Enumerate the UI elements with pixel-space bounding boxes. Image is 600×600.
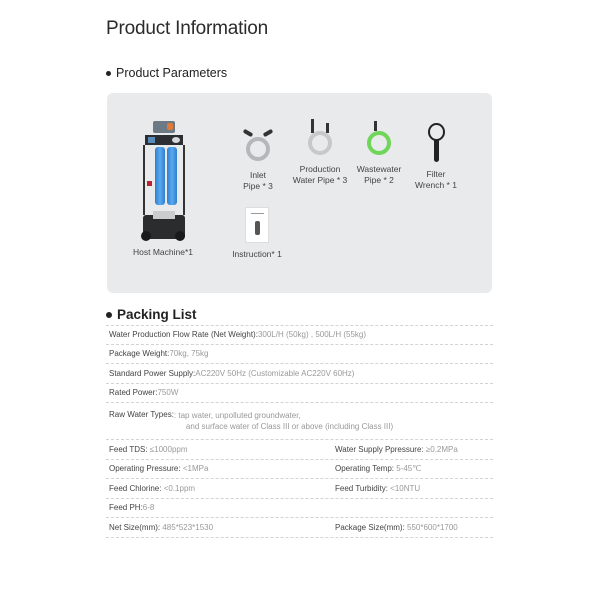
spec-row-sizes xyxy=(106,518,493,538)
spec-value: AC220V 50Hz (Customizable AC220V 60Hz) xyxy=(195,368,355,378)
bullet-icon xyxy=(106,71,111,76)
spec-value: 70kg, 75kg xyxy=(169,349,209,359)
production-water-pipe-image xyxy=(303,119,337,159)
spec-key: Water Supply Ppressure: xyxy=(335,444,424,454)
spec-row-tds-pressure xyxy=(106,440,493,460)
production-water-pipe-item xyxy=(289,119,351,186)
spec-key: Operating Temp: xyxy=(335,464,394,474)
host-machine-label: Host Machine*1 xyxy=(132,247,193,257)
product-parameters-panel xyxy=(107,93,492,293)
wastewater-pipe-label-line1: Wastewater xyxy=(356,164,402,174)
spec-value: 5-45℃ xyxy=(394,464,422,474)
instruction-label: Instruction* 1 xyxy=(232,249,282,259)
spec-row-package-weight xyxy=(106,345,493,365)
spec-row-feed-ph xyxy=(106,499,493,519)
spec-key: Operating Pressure: xyxy=(109,464,181,474)
production-pipe-label-line2: Water Pipe * 3 xyxy=(292,175,348,185)
spec-value: 485*523*1530 xyxy=(160,522,214,532)
spec-value: 750W xyxy=(157,388,179,398)
spec-key: Rated Power: xyxy=(109,388,158,398)
inlet-pipe-image xyxy=(241,125,275,165)
spec-row-pressure-temp xyxy=(106,460,493,480)
bullet-icon xyxy=(106,312,112,318)
spec-value: 6-8 xyxy=(142,503,155,513)
spec-key: Water Production Flow Rate (Net Weight): xyxy=(109,330,258,340)
spec-key: Raw Water Types: xyxy=(109,410,174,419)
host-machine-item xyxy=(127,121,199,258)
product-parameters-title: Product Parameters xyxy=(116,66,228,80)
production-pipe-label-line1: Production xyxy=(299,164,341,174)
inlet-pipe-item xyxy=(231,125,285,192)
spec-row-flow-rate xyxy=(106,325,493,345)
instruction-manual-image xyxy=(245,207,269,243)
wastewater-pipe-image xyxy=(362,119,396,159)
spec-value: 300L/H (50kg) , 500L/H (55kg) xyxy=(257,330,367,340)
spec-value: <10NTU xyxy=(387,483,421,493)
instruction-item xyxy=(227,207,287,260)
spec-key: Feed TDS: xyxy=(109,444,148,454)
product-parameters-heading xyxy=(106,66,227,80)
spec-value: <0.1ppm xyxy=(161,483,196,493)
raw-water-line2: and surface water of Class III or above (including Class III) xyxy=(185,422,394,431)
filter-wrench-item xyxy=(409,121,463,191)
packing-list-heading xyxy=(106,307,197,322)
wastewater-pipe-label-line2: Pipe * 2 xyxy=(364,175,394,185)
spec-value: ≤1000ppm xyxy=(147,444,188,454)
spec-value: <1MPa xyxy=(180,464,209,474)
spec-row-raw-water-types xyxy=(106,403,493,440)
spec-key: Standard Power Supply: xyxy=(109,368,196,378)
page-title: Product Information xyxy=(106,18,269,39)
spec-value: 550*600*1700 xyxy=(404,522,458,532)
spec-key: Feed Chlorine: xyxy=(109,483,162,493)
spec-row-power-supply xyxy=(106,364,493,384)
spec-key: Net Size(mm): xyxy=(109,522,161,532)
host-machine-image xyxy=(139,121,187,241)
packing-list-table xyxy=(106,325,493,538)
filter-wrench-label-line1: Filter xyxy=(426,169,446,179)
inlet-pipe-label-line1: Inlet xyxy=(249,170,267,180)
filter-wrench-label-line2: Wrench * 1 xyxy=(415,180,457,190)
spec-value: ≥0.2MPa xyxy=(423,444,458,454)
wrench-icon xyxy=(419,121,453,165)
spec-key: Package Weight: xyxy=(109,349,170,359)
spec-row-chlorine-turbidity xyxy=(106,479,493,499)
packing-list-title: Packing List xyxy=(117,307,197,322)
spec-key: Feed Turbidity: xyxy=(335,483,388,493)
spec-row-rated-power xyxy=(106,384,493,404)
wastewater-pipe-item xyxy=(351,119,407,186)
inlet-pipe-label-line2: Pipe * 3 xyxy=(243,181,273,191)
spec-key: Feed PH: xyxy=(109,503,143,513)
spec-value xyxy=(174,410,393,432)
spec-key: Package Size(mm): xyxy=(335,522,405,532)
raw-water-line1: : tap water, unpolluted groundwater, xyxy=(173,411,301,420)
